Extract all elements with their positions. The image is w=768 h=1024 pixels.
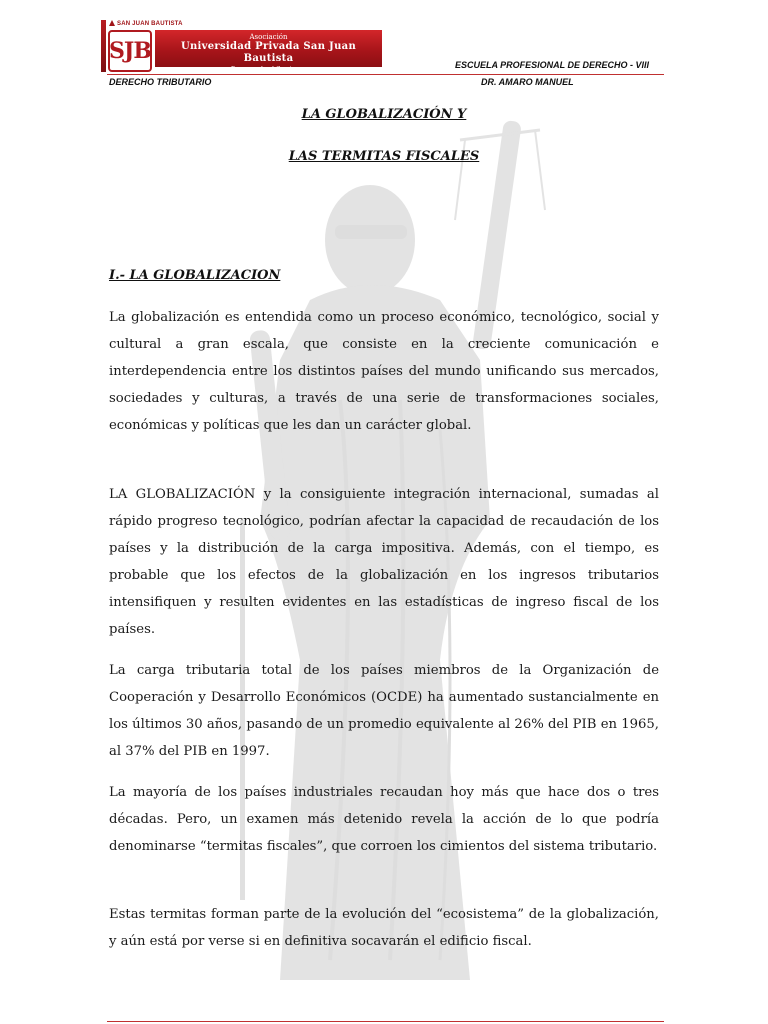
document-title-line-2: LAS TERMITAS FISCALES <box>288 149 480 164</box>
footer-divider <box>107 1021 664 1022</box>
banner-university-name: Universidad Privada San Juan Bautista <box>180 41 357 64</box>
document-title-line-1: LA GLOBALIZACIÓN Y <box>301 107 467 122</box>
logo-side-bar <box>101 20 106 72</box>
course-name: DERECHO TRIBUTARIO <box>109 77 212 87</box>
banner-slogan: Preparando el Camino ... <box>230 66 307 73</box>
paragraph-4: La mayoría de los países industriales recaudan hoy más que hace dos o tres décadas. Pero, un examen más detenido revela la acción de lo que podría denominarse “termitas fiscales”, que corroen los cimientos del sistema tributario. <box>109 785 659 854</box>
paragraph-3: La carga tributaria total de los países miembros de la Organización de Cooperación y Desarrollo Económicos (OCDE) ha aumentado sustancialmente en los últimos 30 años, pasando de un promedio equivalente al 26% del PIB en 1965, al 37% del PIB en 1997. <box>109 663 659 759</box>
school-name: ESCUELA PROFESIONAL DE DERECHO - VIII <box>455 60 650 70</box>
university-logo-mark: SJB <box>108 30 152 72</box>
banner-line-1: Asociación <box>249 33 288 41</box>
paragraph-1: La globalización es entendida como un proceso económico, tecnológico, social y cultural a gran escala, que consiste en la creciente comunicación e interdependencia entre los distintos países del mundo unificando sus mercados, sociedades y culturas, a través de una serie de transformaciones sociales, económicas y políticas que les dan un carácter global. <box>109 310 659 433</box>
paragraph-5: Estas termitas forman parte de la evolución del “ecosistema” de la globalización, y aún está por verse si en definitiva socavarán el edificio fiscal. <box>109 907 659 949</box>
logo-small-text: SAN JUAN BAUTISTA <box>109 20 183 27</box>
professor-name: DR. AMARO MANUEL <box>481 77 574 87</box>
paragraph-2: LA GLOBALIZACIÓN y la consiguiente integración internacional, sumadas al rápido progreso tecnológico, podrían afectar la capacidad de recaudación de los países y la distribución de la carga impositiva. Además, con el tiempo, es probable que los efectos de la globalización en los ingresos tributarios intensifiquen y resulten evidentes en las estadísticas de ingreso fiscal de los países. <box>109 487 659 637</box>
header-divider <box>107 74 664 75</box>
university-banner <box>155 30 382 73</box>
section-heading: I.- LA GLOBALIZACION <box>109 268 281 283</box>
